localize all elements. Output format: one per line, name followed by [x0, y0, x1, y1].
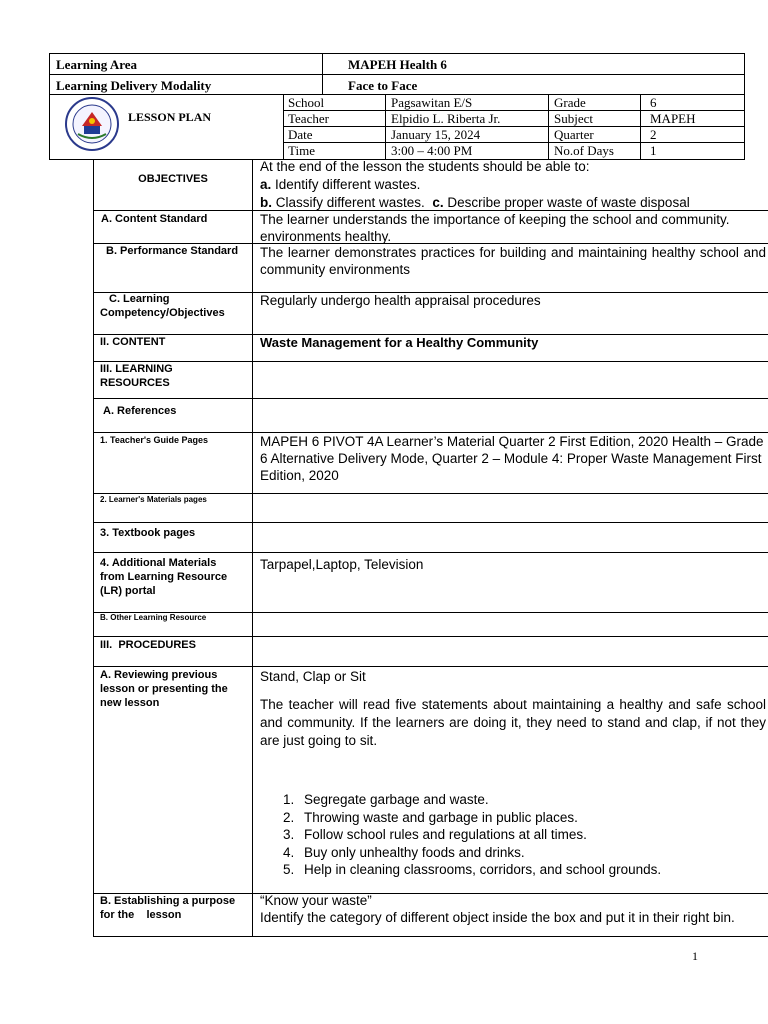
- row-line: [93, 636, 768, 637]
- procedures-label: III. PROCEDURES: [100, 639, 196, 651]
- info-label-quarter: Quarter: [554, 127, 594, 142]
- list-item: 2. Throwing waste and garbage in public places.: [298, 809, 766, 827]
- info-value-school: Pagsawitan E/S: [391, 95, 473, 110]
- learning-area-value: MAPEH Health 6: [348, 57, 447, 72]
- reviewing-instructions: The teacher will read five statements about maintaining a healthy and safe school and community. If the learners are doing it, they need to stand and clap, if not they are just going to sit.: [260, 697, 766, 748]
- main-table-bottom: [93, 936, 768, 937]
- deped-seal-icon: [64, 96, 120, 152]
- deped-seal: [64, 96, 120, 152]
- header-row-line: [49, 74, 745, 75]
- objective-c-marker: c.: [432, 195, 444, 210]
- teachers-guide-value: MAPEH 6 PIVOT 4A Learner’s Material Quarter 2 First Edition, 2020 Health – Grade 6 Alternative Delivery Mode, Quarter 2 – Module 4: Proper Waste Management First Edition, 2020: [260, 434, 764, 483]
- list-item: 1. Segregate garbage and waste.: [298, 791, 766, 809]
- main-table-left-border: [93, 160, 94, 936]
- objectives-intro: At the end of the lesson the students should be able to:: [260, 159, 590, 174]
- objective-b-marker: b.: [260, 195, 272, 210]
- info-grid-line: [640, 94, 641, 160]
- info-grid-line: [283, 94, 284, 160]
- competency-label: C. Learning Competency/Objectives: [100, 293, 225, 319]
- other-resource-label: B. Other Learning Resource: [100, 613, 207, 622]
- content-value: Waste Management for a Healthy Community: [260, 335, 539, 350]
- objective-b-text: Classify different wastes.: [272, 195, 433, 210]
- content-label: II. CONTENT: [100, 336, 166, 348]
- info-label-grade: Grade: [554, 95, 586, 110]
- additional-materials-value: Tarpapel,Laptop, Television: [260, 557, 424, 572]
- purpose-label: B. Establishing a purpose for the lesson: [100, 895, 239, 921]
- objective-a-text: Identify different wastes.: [271, 177, 421, 192]
- info-value-date: January 15, 2024: [391, 127, 481, 142]
- purpose-value: Identify the category of different object inside the box and put it in their right bin.: [260, 910, 735, 925]
- content-standard-value: The learner understands the importance of keeping the school and community. environments healthy.: [260, 212, 730, 244]
- info-grid-line: [548, 94, 549, 160]
- info-value-subject: MAPEH: [650, 111, 696, 126]
- performance-standard-label: B. Performance Standard: [106, 245, 239, 257]
- info-grid-line: [283, 142, 745, 143]
- lesson-plan-title: LESSON PLAN: [128, 110, 212, 124]
- row-line: [93, 552, 768, 553]
- content-standard-label: A. Content Standard: [101, 213, 208, 225]
- competency-value: Regularly undergo health appraisal procedures: [260, 293, 541, 308]
- modality-value: Face to Face: [348, 78, 418, 93]
- learners-materials-label: 2. Learner's Materials pages: [100, 495, 207, 504]
- row-line: [93, 398, 768, 399]
- objectives-label: OBJECTIVES: [138, 173, 208, 185]
- purpose-title: “Know your waste”: [260, 893, 372, 908]
- info-label-days: No.of Days: [554, 143, 614, 158]
- additional-materials-label: 4. Additional Materials from Learning Resource (LR) portal: [100, 557, 228, 597]
- info-grid-line: [385, 94, 386, 160]
- info-label-date: Date: [288, 127, 313, 142]
- list-item: 5. Help in cleaning classrooms, corridors, and school grounds.: [298, 861, 766, 879]
- info-label-time: Time: [288, 143, 315, 158]
- row-line: [93, 666, 768, 667]
- learning-resources-label: III. LEARNING RESOURCES: [100, 363, 173, 389]
- page-number: 1: [692, 949, 698, 963]
- textbook-label: 3. Textbook pages: [100, 527, 196, 539]
- objective-c-text: Describe proper waste of waste disposal: [443, 195, 690, 210]
- info-value-days: 1: [650, 143, 657, 158]
- row-line: [93, 522, 768, 523]
- references-label: A. References: [103, 405, 177, 417]
- info-value-time: 3:00 – 4:00 PM: [391, 143, 473, 158]
- learning-area-label: Learning Area: [56, 57, 138, 72]
- performance-standard-value: The learner demonstrates practices for building and maintaining healthy school and community environments: [260, 245, 766, 277]
- list-item: 4. Buy only unhealthy foods and drinks.: [298, 844, 766, 862]
- info-label-teacher: Teacher: [288, 111, 329, 126]
- reviewing-title: Stand, Clap or Sit: [260, 669, 366, 684]
- modality-label: Learning Delivery Modality: [56, 78, 212, 93]
- objective-a-marker: a.: [260, 177, 272, 192]
- reviewing-label: A. Reviewing previous lesson or presenting the new lesson: [100, 669, 228, 709]
- objective-bc: [260, 194, 690, 211]
- list-item: 3. Follow school rules and regulations at all times.: [298, 826, 766, 844]
- row-line: [93, 493, 768, 494]
- objective-a: [260, 176, 420, 193]
- info-label-subject: Subject: [554, 111, 593, 126]
- info-value-teacher: Elpidio L. Riberta Jr.: [391, 111, 501, 126]
- info-value-quarter: 2: [650, 127, 657, 142]
- teachers-guide-label: 1. Teacher's Guide Pages: [100, 435, 209, 445]
- info-label-school: School: [288, 95, 325, 110]
- info-value-grade: 6: [650, 95, 657, 110]
- statement-list: [250, 791, 766, 879]
